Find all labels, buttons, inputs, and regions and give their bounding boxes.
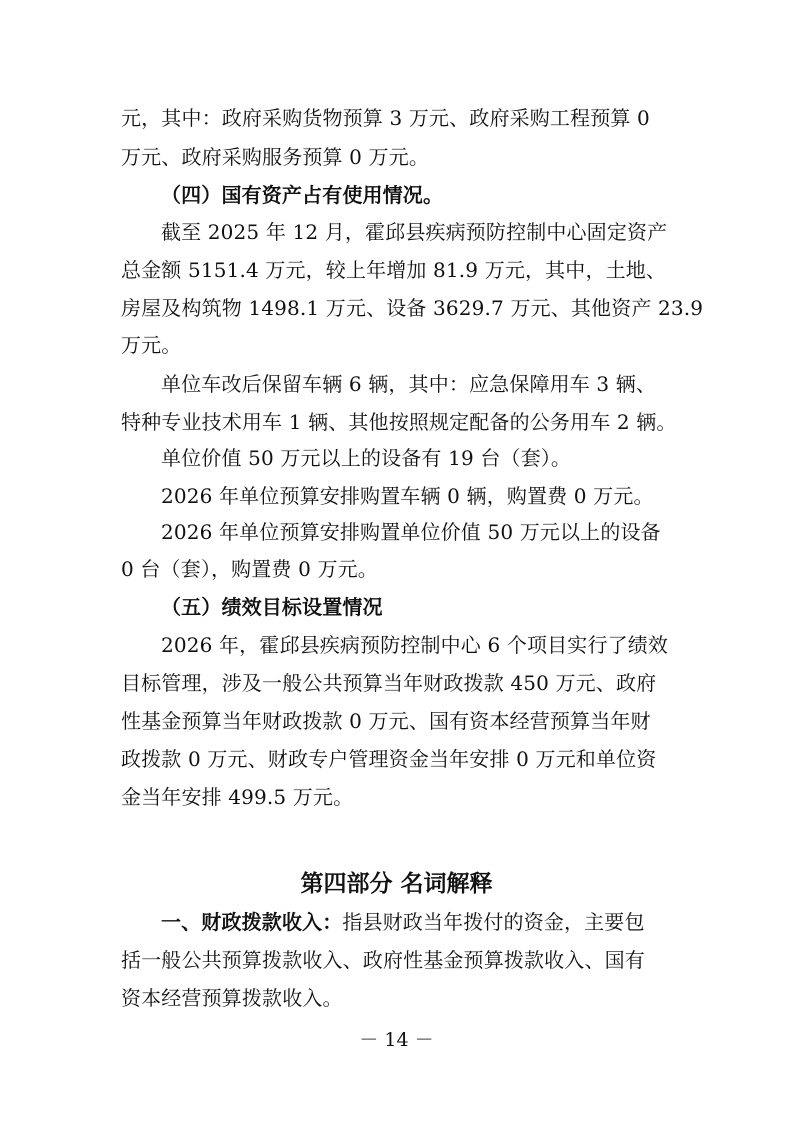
body-line: 截至 2025 年 12 月，霍邱县疾病预防控制中心固定资产 bbox=[161, 220, 668, 244]
subsection-heading: （四）国有资产占有使用情况。 bbox=[161, 183, 444, 207]
body-line: 目标管理，涉及一般公共预算当年财政拨款 450 万元、政府 bbox=[121, 671, 657, 695]
body-line: 单位价值 50 万元以上的设备有 19 台（套）。 bbox=[161, 446, 572, 470]
body-line: 0 台（套），购置费 0 万元。 bbox=[121, 557, 378, 581]
body-line: 括一般公共预算拨款收入、政府性基金预算拨款收入、国有 bbox=[121, 948, 645, 972]
body-line: 元，其中：政府采购货物预算 3 万元、政府采购工程预算 0 bbox=[121, 106, 650, 130]
body-line: 房屋及构筑物 1498.1 万元、设备 3629.7 万元、其他资产 23.9 bbox=[121, 296, 704, 320]
body-line: 特种专业技术用车 1 辆、其他按照规定配备的公务用车 2 辆。 bbox=[121, 410, 677, 434]
body-line: 2026 年，霍邱县疾病预防控制中心 6 个项目实行了绩效 bbox=[161, 633, 669, 657]
subsection-heading: （五）绩效目标设置情况 bbox=[161, 595, 383, 619]
body-line: 总金额 5151.4 万元，较上年增加 81.9 万元，其中，土地、 bbox=[121, 258, 667, 282]
body-line: 单位车改后保留车辆 6 辆，其中：应急保障用车 3 辆、 bbox=[161, 372, 657, 396]
body-line: 性基金预算当年财政拨款 0 万元、国有资本经营预算当年财 bbox=[121, 709, 651, 733]
definition-line bbox=[161, 910, 645, 934]
body-line: 2026 年单位预算安排购置车辆 0 辆，购置费 0 万元。 bbox=[161, 484, 654, 508]
definition-text: 指县财政当年拨付的资金，主要包 bbox=[342, 910, 645, 934]
body-line: 金当年安排 499.5 万元。 bbox=[121, 785, 354, 809]
section-title: 第四部分 名词解释 bbox=[300, 871, 493, 897]
body-line: 2026 年单位预算安排购置单位价值 50 万元以上的设备 bbox=[161, 520, 661, 544]
page-number: － 14 － bbox=[359, 1029, 434, 1051]
body-line: 万元。 bbox=[121, 333, 182, 357]
body-line: 资本经营预算拨款收入。 bbox=[121, 986, 343, 1010]
body-line: 万元、政府采购服务预算 0 万元。 bbox=[121, 145, 429, 169]
definition-term: 一、财政拨款收入： bbox=[161, 910, 343, 934]
body-line: 政拨款 0 万元、财政专户管理资金当年安排 0 万元和单位资 bbox=[121, 747, 657, 771]
